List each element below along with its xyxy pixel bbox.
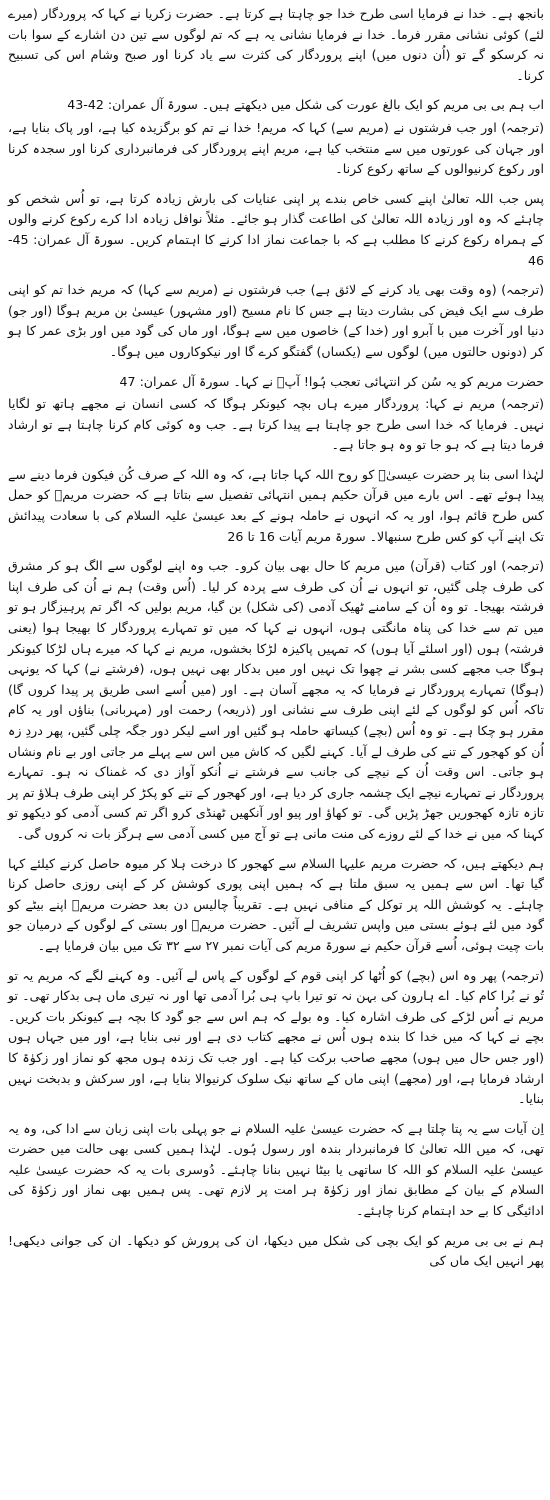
- translation-paragraph-16-26: (ترجمہ) اور کتاب (قرآن) میں مریم کا حال بھی بیان کرو۔ جب وہ اپنے لوگوں سے الگ ہو کر مشرق کی طرف چلی گئیں، تو انہوں نے اُن کی طرف سے پردہ کر لیا۔ (اُس وقت) ہم نے اُن کی طرف اپنا فرشتہ بھیجا۔ تو وہ اُن کے سامنے ٹھیک آدمی (کی شکل) بن گیا، مریم بولیں کہ اگر تم پرہیزگار ہو تو میں تم سے خدا کی پناہ مانگتی ہوں، انہوں نے کہا کہ میں تو تمہارے پروردگار کا بھیجا ہوا (یعنی فرشتہ) ہوں (اور اسلئے آیا ہوں) کہ تمہیں پاکیزہ لڑکا بخشوں، مریم نے کہا کہ میرے ہاں لڑکا کیونکر ہوگا جب مجھے کسی بشر نے چھوا تک نہیں اور میں بدکار بھی نہیں ہوں، (فرشتے نے) کہا کہ یونہی (ہوگا) تمہارے پروردگار نے فرمایا کہ یہ مجھے آسان ہے۔ اور (میں اُسے اسی طریق پر پیدا کروں گا) تاکہ اُس کو لوگوں کے لئے اپنی طرف سے نشانی اور (ذریعہ) رحمت اور (مہربانی) بناؤں اور یہ کام مقرر ہو چکا ہے۔ تو وہ اُس (بچے) کیساتھ حاملہ ہو گئیں اور اسے لیکر دور جگہ چلی گئیں، پھر دردِ زہ اُن کو کھجور کے تنے کی طرف لے آیا۔ کہنے لگیں کہ کاش میں اس سے پہلے مر جاتی اور بے نام ونشاں ہو جاتی۔ اس وقت اُن کے نیچے کی جانب سے فرشتے نے اُنکو آواز دی کہ غمناک نہ ہو۔ تمہارے پروردگار نے تمہارے نیچے ایک چشمہ جاری کر دیا ہے، اور کھجور کے تنے کو پکڑ کر اپنی طرف ہلاؤ تم پر تازہ تازہ کھجوریں جھڑ پڑیں گی۔ تو کھاؤ اور پیو اور آنکھیں ٹھنڈی کرو اگر تم کسی آدمی کو دیکھو تو کہنا کہ میں نے خدا کے لئے روزے کی منت مانی ہے تو آج میں کسی آدمی سے ہرگز بات نہ کروں گی۔: [8, 558, 544, 841]
- commentary-paragraph-lessons: اِن آیات سے یہ پتا چلتا ہے کہ حضرت عیسیٰ علیہ السلام نے جو پہلی بات اپنی زبان سے ادا کی، وہ یہ تھی، کہ میں اللہ تعالیٰ کا فرمانبردار بندہ اور رسول ہُوں۔ لہٰذا ہمیں کسی بھی حالت میں حضرت عیسیٰ علیہ السلام کو اللہ کا ساتھی یا بیٹا نہیں بنانا چاہئے۔ دُوسری بات یہ کہ حضرت عیسیٰ علیہ السلام کے بیان کے مطابق نماز اور زکوٰۃ ہر امت پر لازم تھی۔ پس ہمیں بھی نماز اور زکوٰۃ کی ادائیگی کا بے حد اہتمام کرنا چاہئے۔: [8, 1120, 544, 1219]
- commentary-paragraph-27-32: ہم دیکھتے ہیں، کہ حضرت مریم علیہا السلام سے کھجور کا درخت ہلا کر میوہ حاصل کرنے کیلئے کہا گیا تھا۔ اس سے ہمیں یہ سبق ملتا ہے کہ ہمیں اپنی پوری کوشش کر کے اپنی روزی حاصل کرنا چاہئے۔ یہ کوشش اللہ پر توکل کے منافی نہیں ہے۔ تقریباً چالیس دن بعد حضرت مریمؑ اپنے بیٹے کو گود میں لئے ہوئے بستی میں واپس تشریف لے آئیں۔ حضرت مریمؑ اور بستی کے لوگوں کے درمیان جو بات چیت ہوئی، اُسے قرآن حکیم نے سورۃ مریم کی آیات نمبر ۲۷ سے ۳۲ تک میں بیان فرمایا ہے۔: [8, 855, 544, 953]
- commentary-paragraph-16-26: لہٰذا اسی بنا پر حضرت عیسیٰؑ کو روح اللہ کہا جاتا ہے، کہ وہ اللہ کے صرف کُن فیکون فرما دینے سے پیدا ہوئے تھے۔ اس بارے میں قرآن حکیم ہمیں انتہائی تفصیل سے بتاتا ہے کہ حضرت مریمؑ کو حمل کس طرح قائم ہوا، اور یہ کہ انہوں نے حاملہ ہونے کے بعد عیسیٰ علیہ السلام کی با سعادت پیدائش تک اپنے آپ کو کس طرح سنبھالا۔ سورۃ مریم آیات 16 تا 26: [7, 466, 544, 544]
- translation-paragraph-45-46: (ترجمہ) (وہ وقت بھی یاد کرنے کے لائق ہے) جب فرشتوں نے (مریم سے کہا) کہ مریم خدا تم کو اپنی طرف سے ایک فیض کی بشارت دیتا ہے جس کا نام مسیح (اور مشہور) عیسیٰ بن مریم ہوگا (اور جو) دنیا اور آخرت میں با آبرو اور (خدا کے) خاصوں میں سے ہوگا، اور ماں کی گود میں اور بڑی عمر کا ہو کر (دونوں حالتوں میں) لوگوں سے (یکساں) گفتگو کرے گا اور نیکوکاروں میں ہوگا۔: [8, 282, 544, 359]
- section-reference-42-43: اب ہم بی بی مریم کو ایک بالغ عورت کی شکل میں دیکھتے ہیں۔ سورۃ آل عمران: 42-43: [67, 97, 544, 113]
- section-reference-47: حضرت مریم کو یہ سُن کر انتہائی تعجب ہُوا! آپؑ نے کہا۔ سورۃ آل عمران: 47: [119, 373, 544, 389]
- paragraph-zakariya-sign: بانجھ ہے۔ خدا نے فرمایا اسی طرح خدا جو چاہتا ہے کرتا ہے۔ حضرت زکریا نے کہا کہ پروردگار (میرے لئے) کوئی نشانی مقرر فرما۔ خدا نے فرمایا نشانی یہ ہے کہ تم لوگوں سے تین دن اشارے کے سوا بات نہ کرسکو گے تو (اُن دنوں میں) اپنے پروردگار کی کثرت سے یاد کرنا اور صبح وشام اس کی تسبیح کرنا۔: [8, 6, 544, 83]
- translation-paragraph-42-43: (ترجمہ) اور جب فرشتوں نے (مریم سے) کہا کہ مریم! خدا نے تم کو برگزیدہ کیا ہے، اور پاک بنایا ہے، اور جہان کی عورتوں میں سے منتخب کیا ہے، مریم اپنے پروردگار کی فرمانبرداری کرنا اور سجدہ کرنا اور رکوع کرنیوالوں کے ساتھ رکوع کرنا۔: [8, 119, 544, 177]
- translation-paragraph-27-32: (ترجمہ) پھر وہ اس (بچے) کو اُٹھا کر اپنی قوم کے لوگوں کے پاس لے آئیں۔ وہ کہنے لگے کہ مریم یہ تو تُو نے بُرا کام کیا۔ اے ہارون کی بہن نہ تو تیرا باپ ہی بُرا آدمی تھا اور نہ تیری ماں ہی بدکار تھی۔ تو مریم نے اُس لڑکے کی طرف اشارہ کیا۔ وہ بولے کہ ہم اس سے جو گود کا بچہ ہے کیونکر بات کریں۔ بچے نے کہا کہ میں خدا کا بندہ ہوں اُس نے مجھے کتاب دی ہے اور نبی بنایا ہے، اور میں جہاں ہوں (اور جس حال میں ہوں) مجھے صاحب برکت کیا ہے۔ اور جب تک زندہ ہوں مجھ کو نماز اور زکوٰۃ کا ارشاد فرمایا ہے، اور (مجھے) اپنی ماں کے ساتھ نیک سلوک کرنیوالا بنایا ہے، اور سرکش و بدبخت نہیں بنایا۔: [8, 967, 544, 1107]
- translation-paragraph-47: (ترجمہ) مریم نے کہا: پروردگار میرے ہاں بچہ کیونکر ہوگا کہ کسی انسان نے مجھے ہاتھ تو لگایا نہیں۔ فرمایا کہ خدا اسی طرح جو چاہتا ہے پیدا کرتا ہے۔ جب وہ کوئی کام کرنا چاہتا ہے تو ارشاد فرما دیتا ہے کہ ہو جا تو وہ ہو جاتا ہے۔: [8, 396, 544, 453]
- closing-paragraph: ہم نے بی بی مریم کو ایک بچی کی شکل میں دیکھا، ان کی پرورش کو دیکھا۔ ان کی جوانی دیکھی! پھر انہیں ایک ماں کی: [8, 1232, 544, 1269]
- commentary-paragraph-45-46: پس جب اللہ تعالیٰ اپنے کسی خاص بندے پر اپنی عنایات کی بارش زیادہ کرتا ہے، تو اُس شخص کو چاہئے کہ وہ اور زیادہ اللہ تعالیٰ کی اطاعت گذار ہو جائے۔ مثلاً نوافل زیادہ ادا کرے رکوع کرنے والوں کے ہمراہ رکوع کرنے کا مطلب ہے کہ با جماعت نماز ادا کرنے کا اہتمام کریں۔ سورۃ آل عمران: 45-46: [8, 190, 544, 268]
